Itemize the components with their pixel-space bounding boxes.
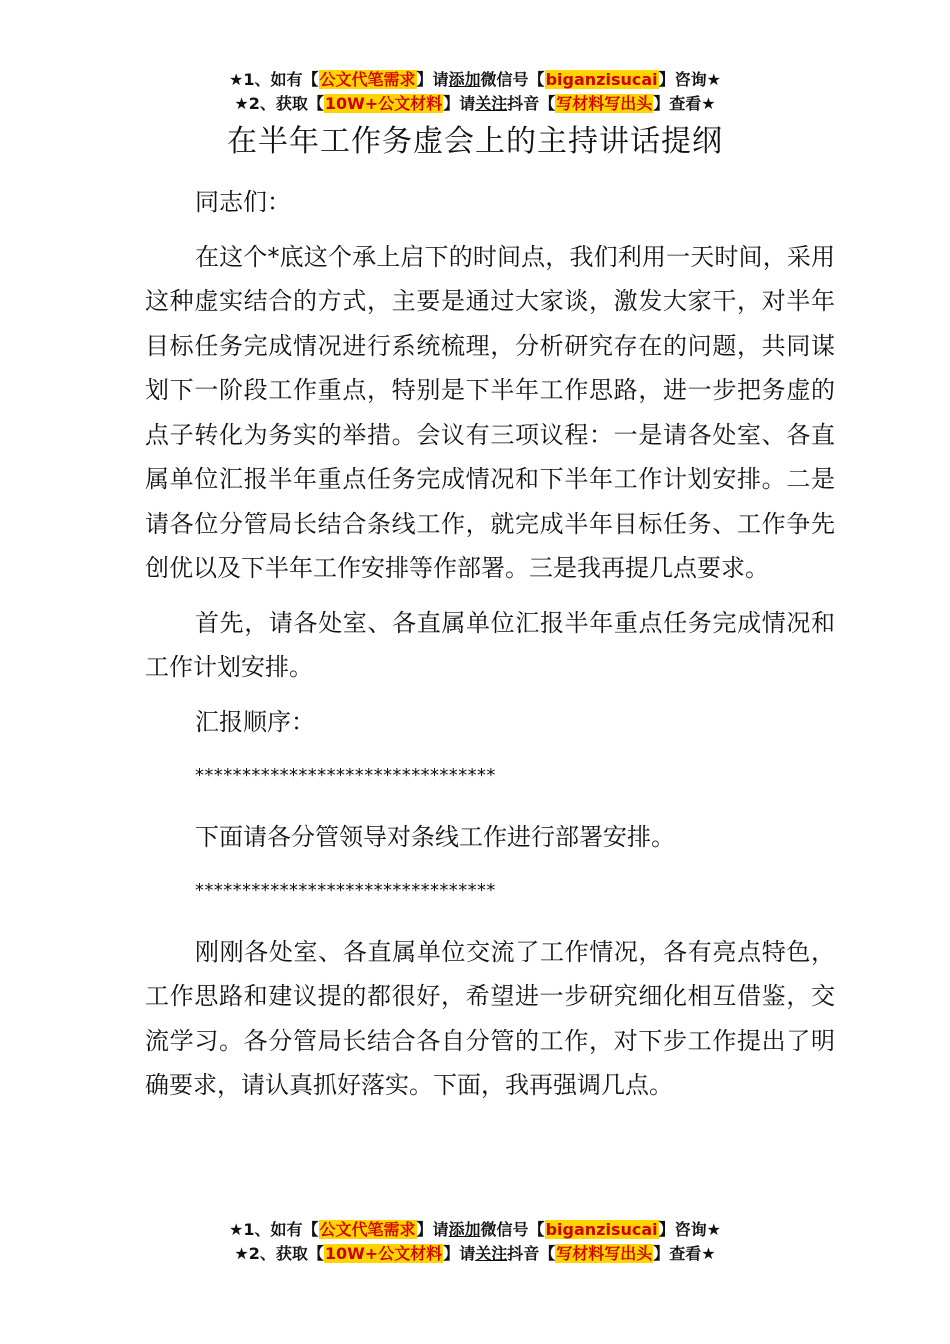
- banner-text: 】查看★: [653, 1244, 716, 1263]
- banner-highlight: 公文代笔需求: [319, 70, 416, 89]
- banner-underline: 添加: [448, 70, 481, 89]
- banner-text: 】请: [443, 1244, 476, 1263]
- banner-highlight: 10W+公文材料: [324, 94, 443, 113]
- banner-text: ★2、获取【: [234, 1244, 324, 1263]
- banner-line-1: [0, 1218, 950, 1242]
- banner-text: ★1、如有【: [229, 1220, 319, 1239]
- document-title: 在半年工作务虚会上的主持讲话提纲: [227, 124, 723, 159]
- separator-stars: ********************************: [195, 765, 496, 786]
- banner-text: 抖音【: [507, 94, 556, 113]
- top-banner: [0, 68, 950, 116]
- banner-underline: 关注: [475, 1244, 508, 1263]
- banner-highlight: 写材料写出头: [556, 1244, 653, 1263]
- banner-text: 】咨询★: [658, 70, 721, 89]
- banner-text: 】查看★: [653, 94, 716, 113]
- banner-text: ★1、如有【: [229, 70, 319, 89]
- paragraph-intro: 在这个*底这个承上启下的时间点，我们利用一天时间，采用这种虚实结合的方式，主要是通过大家谈，激发大家干，对半年目标任务完成情况进行系统梳理，分析研究存在的问题，共同谋划下一阶段工作重点，特别是下半年工作思路，进一步把务虚的点子转化为务实的举措。会议有三项议程：一是请各处室、各直属单位汇报半年重点任务完成情况和下半年工作计划安排。二是请各位分管局长结合条线工作，就完成半年目标任务、工作争先创优以及下半年工作安排等作部署。三是我再提几点要求。: [145, 242, 835, 582]
- banner-line-2: [0, 92, 950, 116]
- banner-text: 】请: [416, 70, 449, 89]
- banner-highlight: biganzisucai: [545, 1220, 658, 1239]
- banner-highlight: 写材料写出头: [556, 94, 653, 113]
- banner-line-1: [0, 68, 950, 92]
- bottom-banner: [0, 1218, 950, 1266]
- banner-underline: 关注: [475, 94, 508, 113]
- banner-text: 】请: [443, 94, 476, 113]
- banner-highlight: biganzisucai: [545, 70, 658, 89]
- salutation: 同志们：: [195, 188, 291, 216]
- banner-text: 】请: [416, 1220, 449, 1239]
- banner-text: 】咨询★: [658, 1220, 721, 1239]
- paragraph-summary: 刚刚各处室、各直属单位交流了工作情况，各有亮点特色，工作思路和建议提的都很好，希望进一步研究细化相互借鉴，交流学习。各分管局长结合各自分管的工作，对下步工作提出了明确要求，请认真抓好落实。下面，我再强调几点。: [145, 937, 835, 1099]
- banner-text: 微信号【: [480, 1220, 545, 1239]
- paragraph-leaders: 下面请各分管领导对条线工作进行部署安排。: [195, 822, 675, 851]
- banner-text: 微信号【: [480, 70, 545, 89]
- paragraph-order: 汇报顺序：: [195, 707, 315, 736]
- paragraph-first: 首先，请各处室、各直属单位汇报半年重点任务完成情况和工作计划安排。: [145, 608, 835, 681]
- banner-underline: 添加: [448, 1220, 481, 1239]
- separator-stars: ********************************: [195, 880, 496, 901]
- banner-line-2: [0, 1242, 950, 1266]
- banner-highlight: 公文代笔需求: [319, 1220, 416, 1239]
- banner-text: 抖音【: [507, 1244, 556, 1263]
- document-body: [145, 180, 835, 1118]
- banner-text: ★2、获取【: [234, 94, 324, 113]
- banner-highlight: 10W+公文材料: [324, 1244, 443, 1263]
